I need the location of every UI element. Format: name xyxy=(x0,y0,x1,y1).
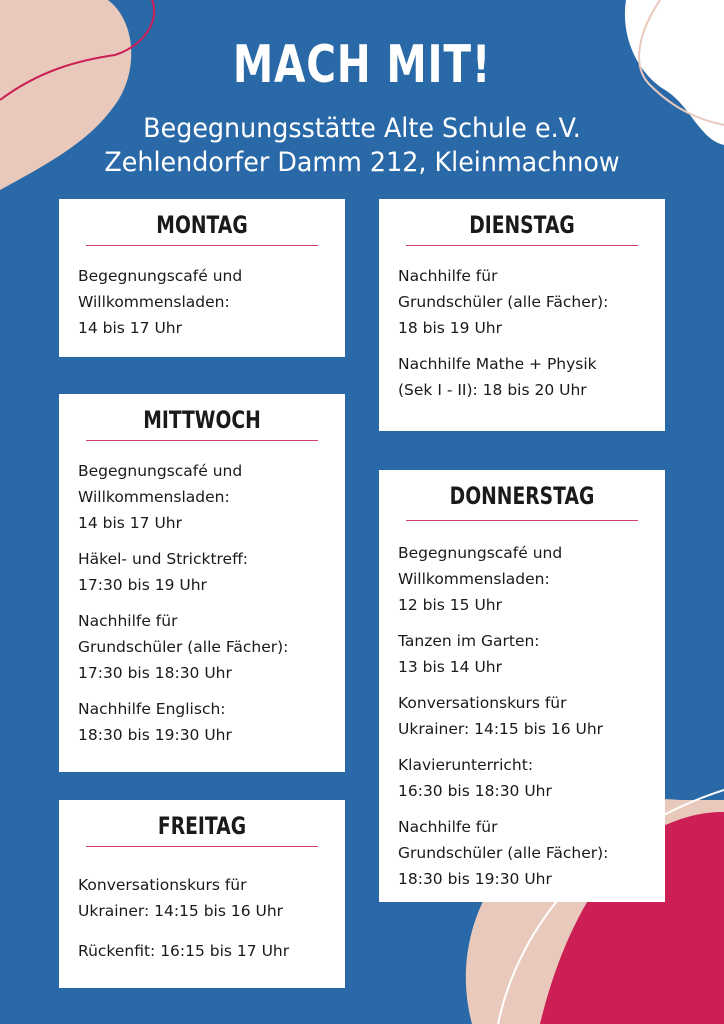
event-list xyxy=(398,263,661,413)
venue-name: Begegnungsstätte Alte Schule e.V. xyxy=(143,113,581,144)
event-item: Konversationskurs für Ukrainer: 14:15 bis 16 Uhr xyxy=(398,694,604,738)
divider xyxy=(86,245,318,246)
event-item: Nachhilfe für Grundschüler (alle Fächer): 17:30 bis 18:30 Uhr xyxy=(78,612,289,682)
card-thursday xyxy=(379,470,665,902)
day-heading: FREITAG xyxy=(157,812,247,840)
divider xyxy=(406,520,638,521)
event-item: Häkel- und Stricktreff: 17:30 bis 19 Uhr xyxy=(78,550,248,594)
divider xyxy=(406,245,638,246)
day-heading: DIENSTAG xyxy=(469,211,575,239)
event-list xyxy=(78,872,341,978)
event-item: Konversationskurs für Ukrainer: 14:15 bis 16 Uhr xyxy=(78,876,284,920)
event-item: Begegnungscafé und Willkommensladen: 14 bis 17 Uhr xyxy=(78,267,243,337)
page-title: MACH MIT! xyxy=(232,35,492,95)
event-item: Tanzen im Garten: 13 bis 14 Uhr xyxy=(398,632,540,676)
event-list xyxy=(78,263,341,351)
event-item: Nachhilfe für Grundschüler (alle Fächer): 18 bis 19 Uhr xyxy=(398,267,609,337)
event-item: Nachhilfe Englisch: 18:30 bis 19:30 Uhr xyxy=(78,700,232,744)
venue-address: Zehlendorfer Damm 212, Kleinmachnow xyxy=(104,147,620,178)
event-item: Begegnungscafé und Willkommensladen: 12 bis 15 Uhr xyxy=(398,544,563,614)
event-item: Nachhilfe für Grundschüler (alle Fächer): 18:30 bis 19:30 Uhr xyxy=(398,818,609,888)
event-item: Klavierunterricht: 16:30 bis 18:30 Uhr xyxy=(398,756,552,800)
event-list xyxy=(398,540,661,902)
event-item: Rückenfit: 16:15 bis 17 Uhr xyxy=(78,942,290,960)
card-tuesday xyxy=(379,199,665,431)
divider xyxy=(86,440,318,441)
event-item: Nachhilfe Mathe + Physik (Sek I - II): 18 bis 20 Uhr xyxy=(398,355,597,399)
event-item: Begegnungscafé und Willkommensladen: 14 bis 17 Uhr xyxy=(78,462,243,532)
card-wednesday xyxy=(59,394,345,772)
day-heading: MITTWOCH xyxy=(143,406,261,434)
day-heading: DONNERSTAG xyxy=(449,482,595,510)
event-list xyxy=(78,458,341,758)
card-friday xyxy=(59,800,345,988)
day-heading: MONTAG xyxy=(156,211,248,239)
card-monday xyxy=(59,199,345,357)
divider xyxy=(86,846,318,847)
